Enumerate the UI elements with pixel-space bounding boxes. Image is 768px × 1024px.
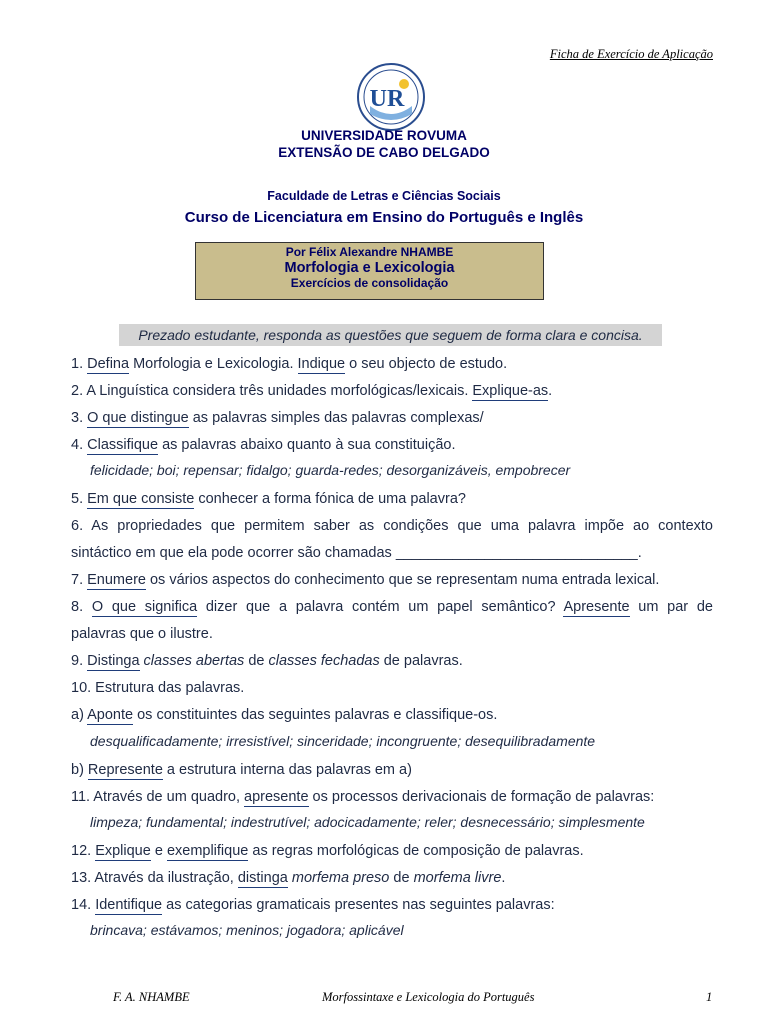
question-11: 11. Através de um quadro, apresente os processos derivacionais de formação de palavras: <box>71 789 655 805</box>
university-name: UNIVERSIDADE ROVUMA <box>301 128 467 143</box>
question-3: 3. O que distingue as palavras simples das palavras complexas/ <box>71 410 484 426</box>
question-7: 7. Enumere os vários aspectos do conhecimento que se representam numa entrada lexical. <box>71 572 660 588</box>
university-heading <box>0 127 768 161</box>
university-logo <box>356 62 426 132</box>
author-line: Por Félix Alexandre NHAMBE <box>285 245 454 259</box>
header-note: Ficha de Exercício de Aplicação <box>549 47 713 61</box>
question-14: 14. Identifique as categorias gramaticais presentes nas seguintes palavras: <box>71 897 555 913</box>
question-10b: b) Represente a estrutura interna das palavras em a) <box>71 762 412 778</box>
question-12: 12. Explique e exemplifique as regras morfológicas de composição de palavras. <box>71 843 584 859</box>
question-10a-examples: desqualificadamente; irresistível; sinceridade; incongruente; desequilibradamente <box>90 733 596 749</box>
question-6-line-1: 6. As propriedades que permitem saber as condições que uma palavra impõe ao contexto <box>71 518 713 534</box>
question-10: 10. Estrutura das palavras. <box>71 680 245 696</box>
question-8-line-1: 8. O que significa dizer que a palavra contém um papel semântico? Apresente um par de <box>71 599 713 615</box>
subtitle-line: Exercícios de consolidação <box>290 276 449 290</box>
question-2: 2. A Linguística considera três unidades morfológicas/lexicais. Explique-as. <box>71 383 553 399</box>
question-4-examples: felicidade; boi; repensar; fidalgo; guarda-redes; desorganizáveis, empobrecer <box>90 462 571 478</box>
question-5: 5. Em que consiste conhecer a forma fónica de uma palavra? <box>71 491 466 507</box>
question-4: 4. Classifique as palavras abaixo quanto à sua constituição. <box>71 437 456 453</box>
question-9: 9. Distinga classes abertas de classes fechadas de palavras. <box>71 653 463 669</box>
footer-course: Morfossintaxe e Lexicologia do Português <box>322 990 535 1004</box>
question-13: 13. Através da ilustração, distinga morfema preso de morfema livre. <box>71 870 506 886</box>
course-name: Curso de Licenciatura em Ensino do Português e Inglês <box>184 209 584 226</box>
question-6-line-2: sintáctico em que ela pode ocorrer são chamadas ______________________________. <box>71 545 642 561</box>
title-box <box>195 242 544 300</box>
logo-letters: UR <box>369 86 405 112</box>
question-11-examples: limpeza; fundamental; indestrutível; adocicadamente; reler; desnecessário; simplesmente <box>90 814 645 830</box>
footer-page-number: 1 <box>706 990 713 1004</box>
footer-author: F. A. NHAMBE <box>113 990 190 1004</box>
question-1: 1. Defina Morfologia e Lexicologia. Indique o seu objecto de estudo. <box>71 356 508 372</box>
question-8-line-2: palavras que o ilustre. <box>71 626 213 642</box>
university-extension: EXTENSÃO DE CABO DELGADO <box>278 145 490 160</box>
question-14-examples: brincava; estávamos; meninos; jogadora; aplicável <box>90 922 404 938</box>
intro-instruction: Prezado estudante, responda as questões que seguem de forma clara e concisa. <box>119 324 662 346</box>
faculty-name: Faculdade de Letras e Ciências Sociais <box>267 189 501 203</box>
subject-line: Morfologia e Lexicologia <box>284 260 455 276</box>
question-10a: a) Aponte os constituintes das seguintes palavras e classifique-os. <box>71 707 498 723</box>
